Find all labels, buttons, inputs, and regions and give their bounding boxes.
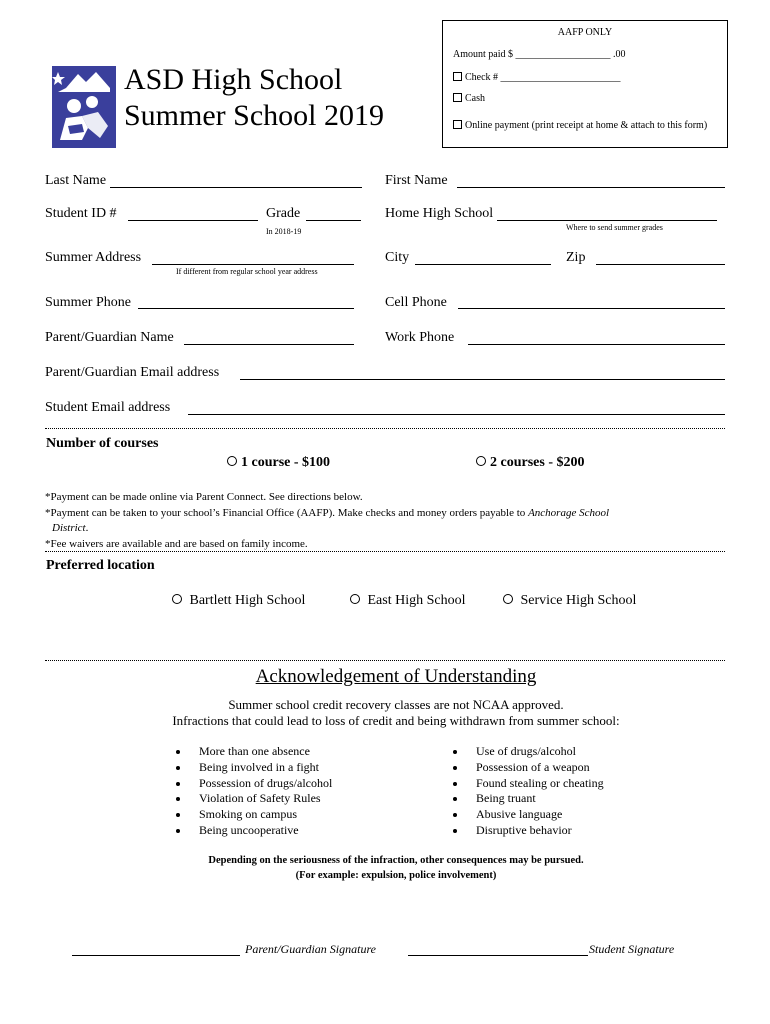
aafp-only-box xyxy=(442,20,728,148)
radio-icon[interactable] xyxy=(172,594,182,604)
location-option-east[interactable]: East High School xyxy=(350,593,466,609)
cash-option[interactable] xyxy=(453,93,485,104)
one-course-option[interactable] xyxy=(227,455,330,471)
first-name-field[interactable] xyxy=(457,187,725,188)
home-high-school-label: Home High School xyxy=(385,206,494,221)
online-label: Online payment (print receipt at home & attach to this form) xyxy=(465,120,708,131)
section-divider xyxy=(45,551,725,552)
radio-icon[interactable] xyxy=(227,456,237,466)
list-item: Possession of a weapon xyxy=(453,760,604,776)
summer-address-label: Summer Address xyxy=(45,250,142,265)
page-title xyxy=(124,62,384,134)
two-courses-label: 2 courses - $200 xyxy=(490,455,585,470)
student-email-label: Student Email address xyxy=(45,400,171,415)
infractions-list-left xyxy=(176,744,332,839)
list-item: Use of drugs/alcohol xyxy=(453,744,604,760)
city-field[interactable] xyxy=(415,264,551,265)
location-heading: Preferred location xyxy=(46,558,155,573)
school-district-logo xyxy=(52,66,116,148)
list-item: Being truant xyxy=(453,791,604,807)
work-phone-label: Work Phone xyxy=(385,330,455,345)
home-high-school-note: Where to send summer grades xyxy=(566,223,663,232)
title-line-2: Summer School 2019 xyxy=(124,99,384,132)
city-label: City xyxy=(385,250,410,265)
summer-address-field[interactable] xyxy=(152,264,354,265)
title-line-1: ASD High School xyxy=(124,63,343,96)
payment-note-aafp: *Payment can be taken to your school’s Financial Office (AAFP). Make checks and money orders payable to Anchorage School xyxy=(45,506,610,519)
student-id-field[interactable] xyxy=(128,220,258,221)
list-item: Smoking on campus xyxy=(176,807,332,823)
radio-icon[interactable] xyxy=(350,594,360,604)
two-courses-option[interactable] xyxy=(476,455,585,471)
one-course-label: 1 course - $100 xyxy=(241,455,331,470)
list-item: Disruptive behavior xyxy=(453,823,604,839)
infractions-list-right xyxy=(453,744,604,839)
work-phone-field[interactable] xyxy=(468,344,725,345)
cash-label: Cash xyxy=(465,93,485,104)
payment-note-online: *Payment can be made online via Parent Connect. See directions below. xyxy=(45,491,363,503)
section-divider xyxy=(45,660,725,661)
student-id-label: Student ID # xyxy=(45,206,117,221)
summer-phone-label: Summer Phone xyxy=(45,295,131,310)
list-item: More than one absence xyxy=(176,744,332,760)
radio-icon[interactable] xyxy=(503,594,513,604)
amount-paid-label: Amount paid $ ___________________ .00 xyxy=(453,49,626,60)
grade-note: In 2018-19 xyxy=(266,227,302,236)
home-high-school-field[interactable] xyxy=(497,220,717,221)
summer-phone-field[interactable] xyxy=(138,308,354,309)
cell-phone-field[interactable] xyxy=(458,308,725,309)
checkbox-icon[interactable] xyxy=(453,72,462,81)
parent-name-label: Parent/Guardian Name xyxy=(45,330,174,345)
ack-intro: Summer school credit recovery classes are not NCAA approved. Infractions that could lead to loss of credit and being withdrawn from summer school: xyxy=(172,697,620,728)
payment-notes: *Payment can be made online via Parent Connect. See directions below. *Payment can be taken to your school’s Financial Office (AAFP). Make checks and money orders payable to Anchorage School District. *Fee waivers are available and are based on family income. xyxy=(45,490,725,552)
cell-phone-label: Cell Phone xyxy=(385,295,447,310)
summer-address-note: If different from regular school year address xyxy=(176,267,318,276)
first-name-label: First Name xyxy=(385,173,448,188)
location-option-bartlett[interactable]: Bartlett High School xyxy=(172,593,305,609)
zip-label: Zip xyxy=(566,250,586,265)
consequences-note: Depending on the seriousness of the infraction, other consequences may be pursued. (For example: expulsion, police involvement) xyxy=(208,855,584,881)
list-item: Being involved in a fight xyxy=(176,760,332,776)
parent-name-field[interactable] xyxy=(184,344,354,345)
last-name-label: Last Name xyxy=(45,173,107,188)
student-signature-field[interactable] xyxy=(408,955,588,956)
grade-field[interactable] xyxy=(306,220,361,221)
zip-field[interactable] xyxy=(596,264,725,265)
last-name-field[interactable] xyxy=(110,187,362,188)
online-payment-option[interactable] xyxy=(453,120,707,131)
list-item: Abusive language xyxy=(453,807,604,823)
list-item: Possession of drugs/alcohol xyxy=(176,776,332,792)
parent-email-label: Parent/Guardian Email address xyxy=(45,365,220,380)
parent-email-field[interactable] xyxy=(240,379,725,380)
location-option-service[interactable]: Service High School xyxy=(503,593,636,609)
list-item: Violation of Safety Rules xyxy=(176,791,332,807)
parent-signature-label: Parent/Guardian Signature xyxy=(245,942,376,956)
checkbox-icon[interactable] xyxy=(453,93,462,102)
checkbox-icon[interactable] xyxy=(453,120,462,129)
list-item: Found stealing or cheating xyxy=(453,776,604,792)
student-signature-label: Student Signature xyxy=(589,942,675,956)
grade-label: Grade xyxy=(266,206,301,221)
ack-heading: Acknowledgement of Understanding xyxy=(255,666,537,687)
list-item: Being uncooperative xyxy=(176,823,332,839)
check-label: Check # ________________________ xyxy=(465,72,621,83)
parent-signature-field[interactable] xyxy=(72,955,240,956)
aafp-title: AAFP ONLY xyxy=(557,27,613,38)
check-option[interactable] xyxy=(453,72,621,83)
courses-heading: Number of courses xyxy=(46,436,159,451)
fee-waiver-note: *Fee waivers are available and are based on family income. xyxy=(45,537,308,550)
radio-icon[interactable] xyxy=(476,456,486,466)
section-divider xyxy=(45,428,725,429)
student-email-field[interactable] xyxy=(188,414,725,415)
